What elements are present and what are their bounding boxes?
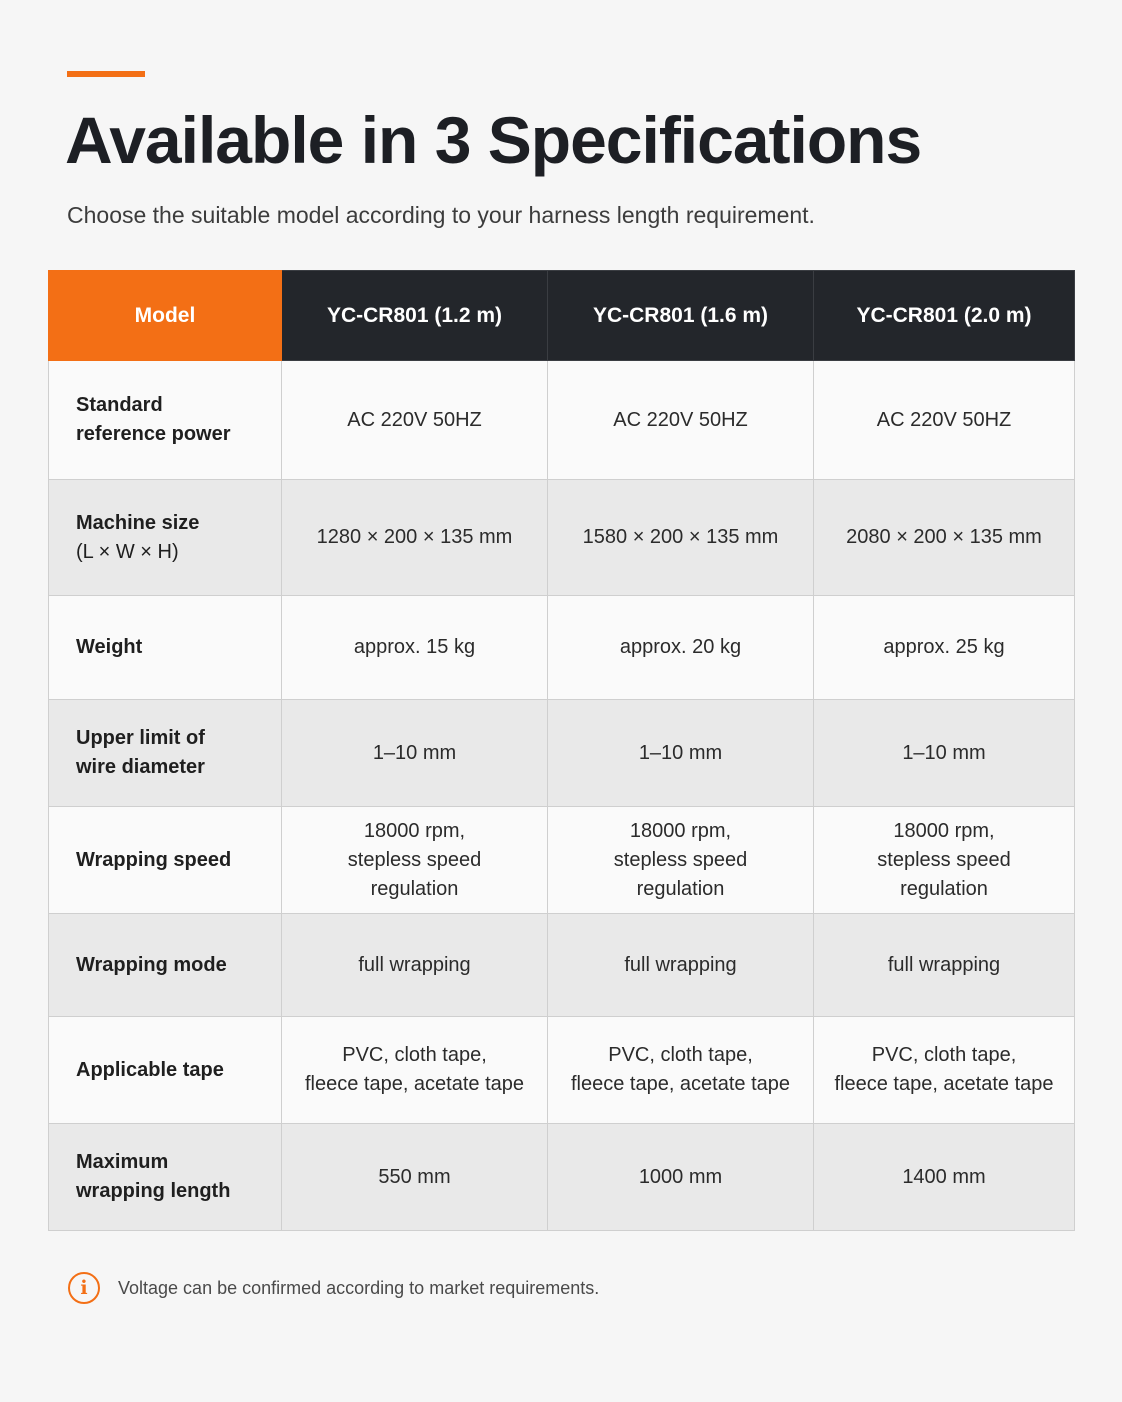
table-row [49,914,1075,1017]
table-cell: AC 220V 50HZ [814,361,1075,480]
row-label: Maximum wrapping length [49,1124,282,1231]
table-cell: approx. 15 kg [282,596,548,700]
table-cell: 1–10 mm [548,700,814,807]
table-row [49,596,1075,700]
row-label: Upper limit of wire diameter [49,700,282,807]
table-row [49,480,1075,596]
page-subtitle: Choose the suitable model according to your harness length requirement. [67,202,815,228]
table-cell: PVC, cloth tape, fleece tape, acetate tape [282,1017,548,1124]
spec-table [48,270,1075,1231]
info-icon: i [68,1272,100,1304]
table-cell: 1–10 mm [282,700,548,807]
page-title: Available in 3 Specifications [65,103,922,177]
table-cell: PVC, cloth tape, fleece tape, acetate tape [548,1017,814,1124]
table-cell: 18000 rpm, stepless speed regulation [548,807,814,914]
row-label: Wrapping mode [49,914,282,1017]
row-label: Machine size (L × W × H) [49,480,282,596]
table-cell: full wrapping [548,914,814,1017]
model-column-header: Model [49,271,282,361]
note-text: Voltage can be confirmed according to market requirements. [118,1277,600,1298]
table-row [49,361,1075,480]
table-cell: 1580 × 200 × 135 mm [548,480,814,596]
table-cell: 1400 mm [814,1124,1075,1231]
model-header-2-0m: YC-CR801 (2.0 m) [814,271,1075,361]
row-label: Applicable tape [49,1017,282,1124]
table-cell: 1000 mm [548,1124,814,1231]
table-row [49,1017,1075,1124]
table-cell: approx. 20 kg [548,596,814,700]
row-label: Weight [49,596,282,700]
table-cell: full wrapping [282,914,548,1017]
model-header-1-6m: YC-CR801 (1.6 m) [548,271,814,361]
table-cell: 18000 rpm, stepless speed regulation [282,807,548,914]
table-cell: 550 mm [282,1124,548,1231]
table-cell: AC 220V 50HZ [548,361,814,480]
accent-bar [67,71,145,77]
row-label: Standard reference power [49,361,282,480]
model-header-1-2m: YC-CR801 (1.2 m) [282,271,548,361]
table-cell: full wrapping [814,914,1075,1017]
table-cell: 1–10 mm [814,700,1075,807]
table-cell: 2080 × 200 × 135 mm [814,480,1075,596]
table-row [49,700,1075,807]
table-cell: 1280 × 200 × 135 mm [282,480,548,596]
table-cell: 18000 rpm, stepless speed regulation [814,807,1075,914]
table-row [49,1124,1075,1231]
table-cell: PVC, cloth tape, fleece tape, acetate tape [814,1017,1075,1124]
voltage-note [68,1272,599,1304]
table-header-row [49,271,1075,361]
table-cell: approx. 25 kg [814,596,1075,700]
table-cell: AC 220V 50HZ [282,361,548,480]
row-label: Wrapping speed [49,807,282,914]
table-row [49,807,1075,914]
